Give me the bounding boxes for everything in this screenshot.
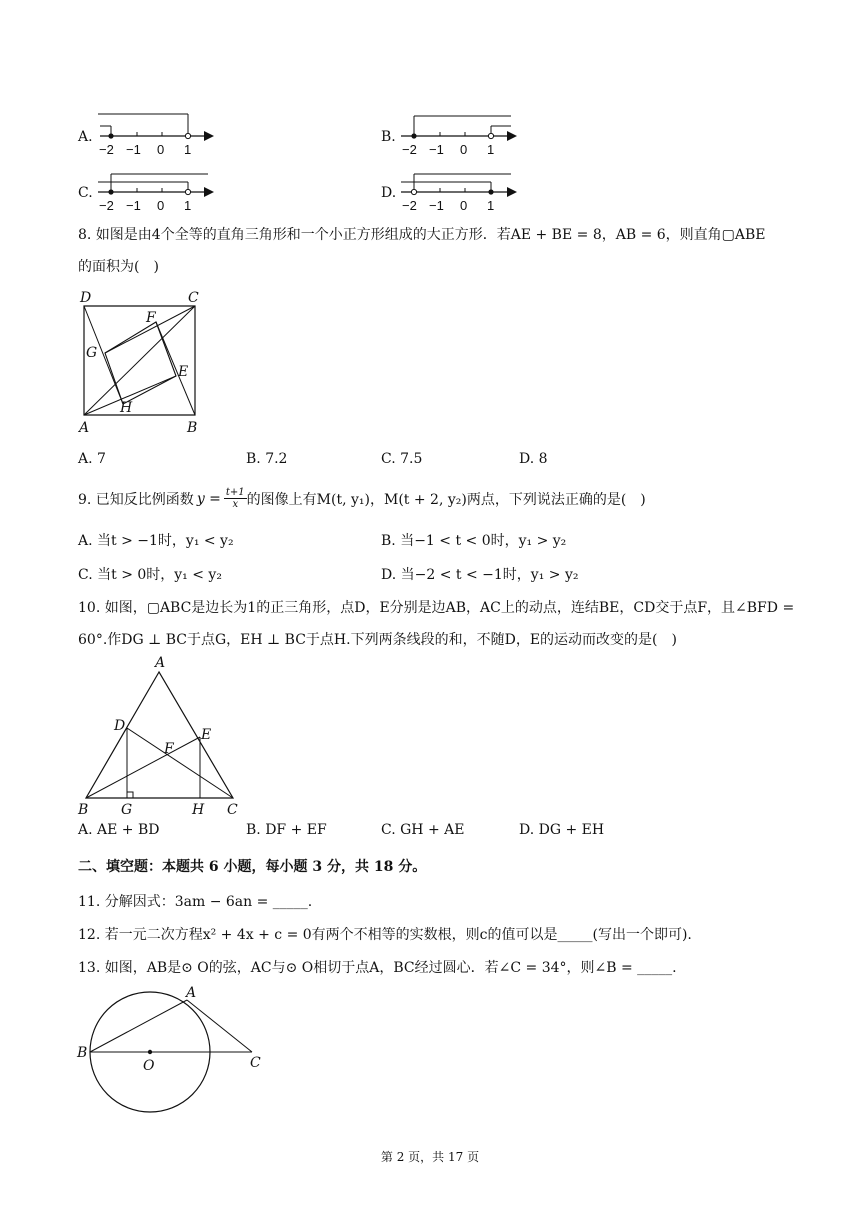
tick-label: −2: [99, 198, 114, 213]
q7-option-b-letter: B.: [381, 129, 396, 145]
label-h: H: [192, 802, 205, 818]
q8-stem-line2: 的面积为( ): [78, 259, 159, 275]
q8-stem-line1: 8. 如图是由4个全等的直角三角形和一个小正方形组成的大正方形．若AE + BE = 8，AB = 6，则直角▢ABE: [78, 227, 766, 243]
page-footer: 第 2 页，共 17 页: [380, 1150, 480, 1164]
label-e: E: [201, 727, 212, 743]
q13-figure: [74, 985, 274, 1115]
q7-option-c-letter: C.: [78, 185, 93, 201]
label-a: A: [186, 985, 197, 1001]
label-e: E: [178, 364, 189, 380]
tick-label: −1: [126, 142, 141, 157]
q9-func-lhs: y =: [196, 490, 221, 507]
q8-figure: [74, 286, 214, 436]
q9-stem-suffix: 的图像上有M(t, y₁)，M(t + 2, y₂)两点，下列说法正确的是( ): [246, 491, 646, 508]
label-o: O: [143, 1058, 155, 1074]
label-g: G: [121, 802, 133, 818]
q10-stem-line2: 60°.作DG ⊥ BC于点G，EH ⊥ BC于点H.下列两条线段的和，不随D，E的运动而改变的是( ): [78, 632, 677, 648]
label-d: D: [80, 290, 92, 306]
tick-label: −2: [99, 142, 114, 157]
q10-stem-line1: 10. 如图，▢ABC是边长为1的正三角形，点D，E分别是边AB，AC上的动点，连结BE，CD交于点F，且∠BFD =: [78, 600, 795, 616]
q9-option-d: D. 当−2 < t < −1时，y₁ > y₂: [381, 567, 579, 583]
label-b: B: [77, 1045, 88, 1061]
q8-option-a: A. 7: [78, 451, 106, 467]
tick-label: 1: [487, 198, 495, 213]
q8-option-d: D. 8: [519, 451, 548, 467]
tick-label: 1: [184, 142, 192, 157]
label-f: F: [146, 310, 156, 326]
q12-text: 12. 若一元二次方程x² + 4x + c = 0有两个不相等的实数根，则c的值可以是_____(写出一个即可).: [78, 927, 692, 943]
label-c: C: [188, 290, 199, 306]
label-b: B: [187, 420, 198, 436]
tick-label: 0: [460, 142, 468, 157]
q9-fraction: [224, 487, 247, 510]
label-f: F: [164, 741, 174, 757]
q10-option-a: A. AE + BD: [78, 822, 160, 838]
label-c: C: [250, 1055, 261, 1071]
tick-label: 0: [157, 142, 165, 157]
q10-figure: [74, 655, 249, 820]
tick-label: 1: [184, 198, 192, 213]
q7-option-b-number-line: [393, 108, 523, 158]
label-g: G: [86, 345, 98, 361]
label-a: A: [79, 420, 90, 436]
q9-stem: [78, 487, 646, 510]
q8-option-b: B. 7.2: [246, 451, 288, 467]
q8-option-c: C. 7.5: [381, 451, 423, 467]
q7-option-a-number-line: [90, 108, 220, 158]
section-heading: 二、填空题：本题共 6 小题，每小题 3 分，共 18 分。: [78, 859, 427, 875]
q10-option-b: B. DF + EF: [246, 822, 327, 838]
q11-text: 11. 分解因式：3am − 6an = _____.: [78, 894, 313, 910]
tick-label: −2: [402, 142, 417, 157]
tick-label: −2: [402, 198, 417, 213]
q9-option-c: C. 当t > 0时，y₁ < y₂: [78, 567, 222, 583]
q9-option-a: A. 当t > −1时，y₁ < y₂: [78, 533, 234, 549]
tick-label: −1: [429, 142, 444, 157]
tick-label: 0: [460, 198, 468, 213]
q7-option-a-letter: A.: [78, 129, 93, 145]
tick-label: −1: [126, 198, 141, 213]
tick-label: 1: [487, 142, 495, 157]
q7-option-d-number-line: [393, 164, 523, 214]
q9-frac-numerator: t+1: [225, 487, 245, 498]
label-b: B: [78, 802, 89, 818]
q10-option-d: D. DG + EH: [519, 822, 605, 838]
q7-option-c-number-line: [90, 164, 220, 214]
label-a: A: [155, 655, 166, 671]
q9-option-b: B. 当−1 < t < 0时，y₁ > y₂: [381, 533, 567, 549]
label-d: D: [114, 718, 126, 734]
tick-label: −1: [429, 198, 444, 213]
q9-stem-prefix: 9. 已知反比例函数: [78, 491, 194, 508]
tick-label: 0: [157, 198, 165, 213]
q7-option-d-letter: D.: [381, 185, 397, 201]
q10-option-c: C. GH + AE: [381, 822, 465, 838]
q9-frac-denominator: x: [232, 499, 239, 510]
label-c: C: [227, 802, 238, 818]
q13-text: 13. 如图，AB是⊙ O的弦，AC与⊙ O相切于点A，BC经过圆心．若∠C = 34°，则∠B = _____.: [78, 960, 677, 976]
label-h: H: [120, 400, 133, 416]
